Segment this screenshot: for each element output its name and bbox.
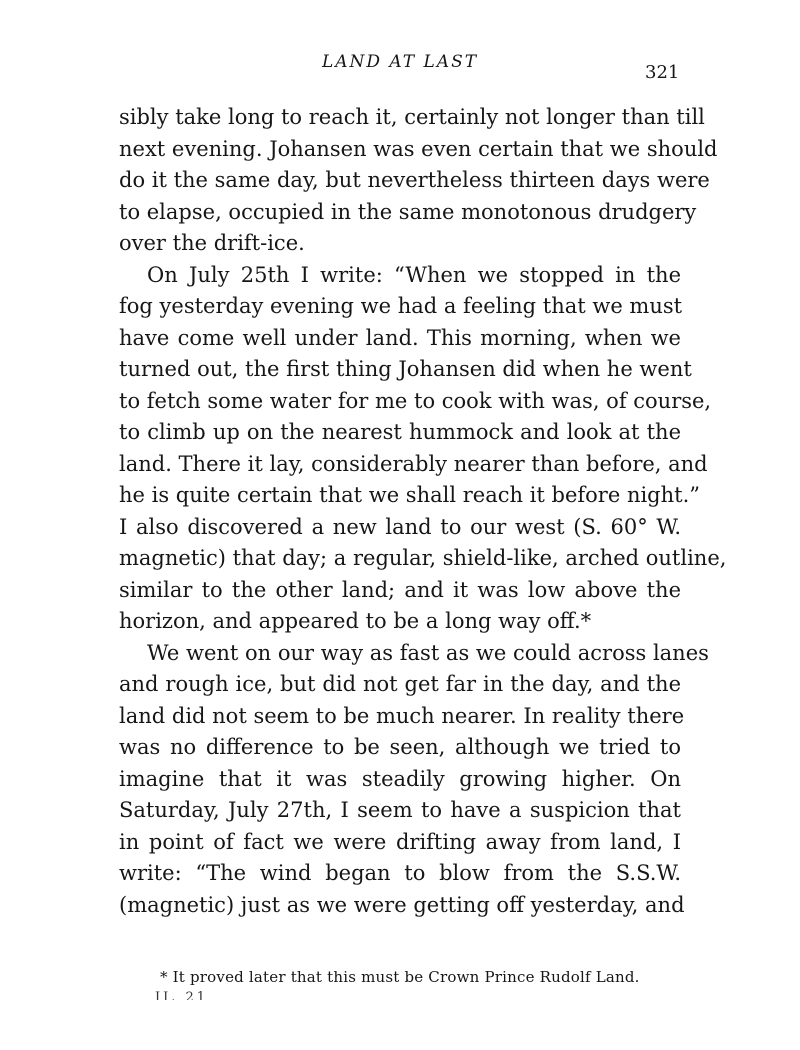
text-line: We went on our way as fast as we could across lanes — [147, 640, 709, 665]
text-line: next evening. Johansen was even certain that we should — [119, 136, 718, 161]
text-line: land did not seem to be much nearer. In reality there — [119, 703, 685, 728]
text-line: to elapse, occupied in the same monotonous drudgery — [119, 199, 697, 224]
text-line: fog yesterday evening we had a feeling that we must — [119, 294, 683, 318]
text-line: to fetch some water for me to cook with was, of course, — [119, 388, 712, 413]
footnote: * It proved later that this must be Crown Prince Rudolf Land. — [160, 968, 640, 986]
text-line: magnetic) that day; a regular, shield-like, arched outline, — [119, 546, 727, 570]
text-line: land. There it lay, considerably nearer than before, and — [119, 451, 708, 476]
text-line: and rough ice, but did not get far in the day, and the — [119, 672, 681, 696]
text-line: have come well under land. This morning, when we — [119, 325, 681, 350]
body-text — [119, 102, 727, 921]
text-line: On July 25th I write: “When we stopped in the — [147, 262, 681, 287]
text-line: (magnetic) just as we were getting off yesterday, and — [119, 892, 685, 917]
text-line: write: “The wind began to blow from the S.S.W. — [119, 861, 681, 885]
text-line: to climb up on the nearest hummock and look at the — [119, 420, 681, 444]
text-line: over the drift-ice. — [119, 231, 305, 255]
running-title: LAND AT LAST — [321, 52, 479, 72]
text-line: turned out, the first thing Johansen did when he went — [119, 357, 692, 381]
text-line: Saturday, July 27th, I seem to have a suspicion that — [119, 798, 681, 822]
text-line: similar to the other land; and it was low above the — [119, 577, 681, 602]
text-line: imagine that it was steadily growing higher. On — [119, 766, 681, 791]
page-number: 321 — [645, 62, 680, 83]
text-line: was no difference to be seen, although we tried to — [119, 735, 681, 759]
signature-mark: II. 21 — [155, 990, 209, 1000]
text-line: I also discovered a new land to our west (S. 60° W. — [119, 514, 681, 539]
text-line: horizon, and appeared to be a long way off.* — [119, 609, 592, 633]
text-line: in point of fact we were drifting away from land, I — [119, 829, 681, 854]
text-line: he is quite certain that we shall reach it before night.” — [119, 483, 700, 507]
text-line: do it the same day, but nevertheless thirteen days were — [119, 168, 710, 192]
text-line: sibly take long to reach it, certainly not longer than till — [119, 105, 705, 129]
